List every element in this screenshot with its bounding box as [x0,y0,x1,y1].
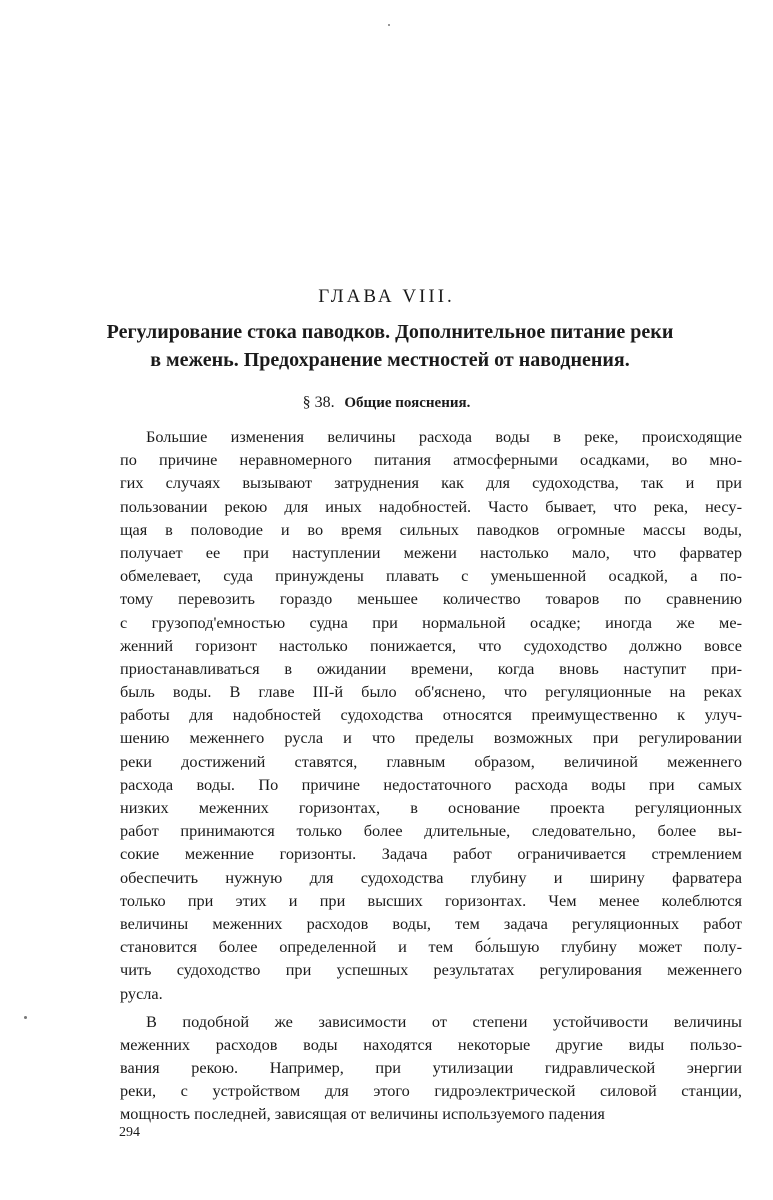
text-line: приостанавливаться в ожидании времени, когда вновь наступит при- [120,658,742,678]
text-line: становится более определенной и тем бо́льшую глубину может полу- [120,937,742,957]
text-line: сокие меженние горизонты. Задача работ ограничивается стремлением [120,844,742,864]
text-line: шению меженнего русла и что пределы возможных при регулировании [120,728,742,748]
chapter-label: ГЛАВА VIII. [318,286,455,307]
text-line: получает ее при наступлении межени настолько мало, что фарватер [120,542,742,562]
text-line: гих случаях вызывают затруднения как для судоходства, так и при [120,473,742,493]
text-line: меженних расходов воды находятся некоторые другие виды пользо- [120,1034,742,1054]
section-title: Общие пояснения. [344,395,471,411]
text-line: расхода воды. По причине недостаточного расхода воды при самых [120,774,742,794]
text-line: пользовании рекою для иных надобностей. Часто бывает, что река, несу- [120,496,742,516]
text-line: с грузопод'емностью судна при нормальной осадке; иногда же ме- [120,612,742,632]
body-text [120,425,742,1126]
text-line: реки достижений ставятся, главным образом, величиной меженнего [120,751,742,771]
text-line: только при этих и при высших горизонтах. Чем менее колеблются [120,890,742,910]
chapter-title-line-2: в межень. Предохранение местностей от наводнения. [150,349,630,371]
scan-speck [24,1016,27,1019]
section-number: § 38. [302,394,335,411]
text-line: Большие изменения величины расхода воды в реке, происходящие [146,427,742,446]
chapter-title-line-1: Регулирование стока паводков. Дополнительное питание реки [106,321,674,343]
section-heading [0,394,773,412]
scan-speck [388,24,390,26]
chapter-title [70,318,710,374]
text-line: работ принимаются только более длительные, следовательно, более вы- [120,821,742,841]
paragraph [120,1010,742,1126]
text-line: чить судоходство при успешных результатах регулирования меженнего [120,960,742,980]
text-line: реки, с устройством для этого гидроэлектрической силовой станции, [120,1081,742,1101]
text-line: низких меженних горизонтах, в основание проекта регуляционных [120,798,742,817]
text-line: по причине неравномерного питания атмосферными осадками, во мно- [120,450,742,470]
text-line: работы для надобностей судоходства относятся преимущественно к улуч- [120,705,742,725]
text-line: В подобной же зависимости от степени устойчивости величины [146,1011,742,1031]
text-line: щая в половодие и во время сильных паводков огромные массы воды, [120,519,742,539]
text-line: величины меженних расходов воды, тем задача регуляционных работ [120,913,742,933]
text-line: быль воды. В главе III-й было об'яснено, что регуляционные на реках [120,682,742,702]
text-line: женний горизонт настолько понижается, что судоходство должно вовсе [120,635,742,655]
text-line: обеспечить нужную для судоходства глубину и ширину фарватера [120,867,742,887]
paragraph [120,425,742,1005]
text-line: тому перевозить гораздо меньшее количество товаров по сравнению [120,589,742,609]
page-number: 294 [119,1125,140,1140]
text-line: обмелевает, суда принуждены плавать с уменьшенной осадкой, а по- [120,566,742,586]
text-line: русла. [120,983,163,1003]
text-line: мощность последней, зависящая от величины используемого падения [120,1104,605,1124]
text-line: вания рекою. Например, при утилизации гидравлической энергии [120,1058,742,1078]
